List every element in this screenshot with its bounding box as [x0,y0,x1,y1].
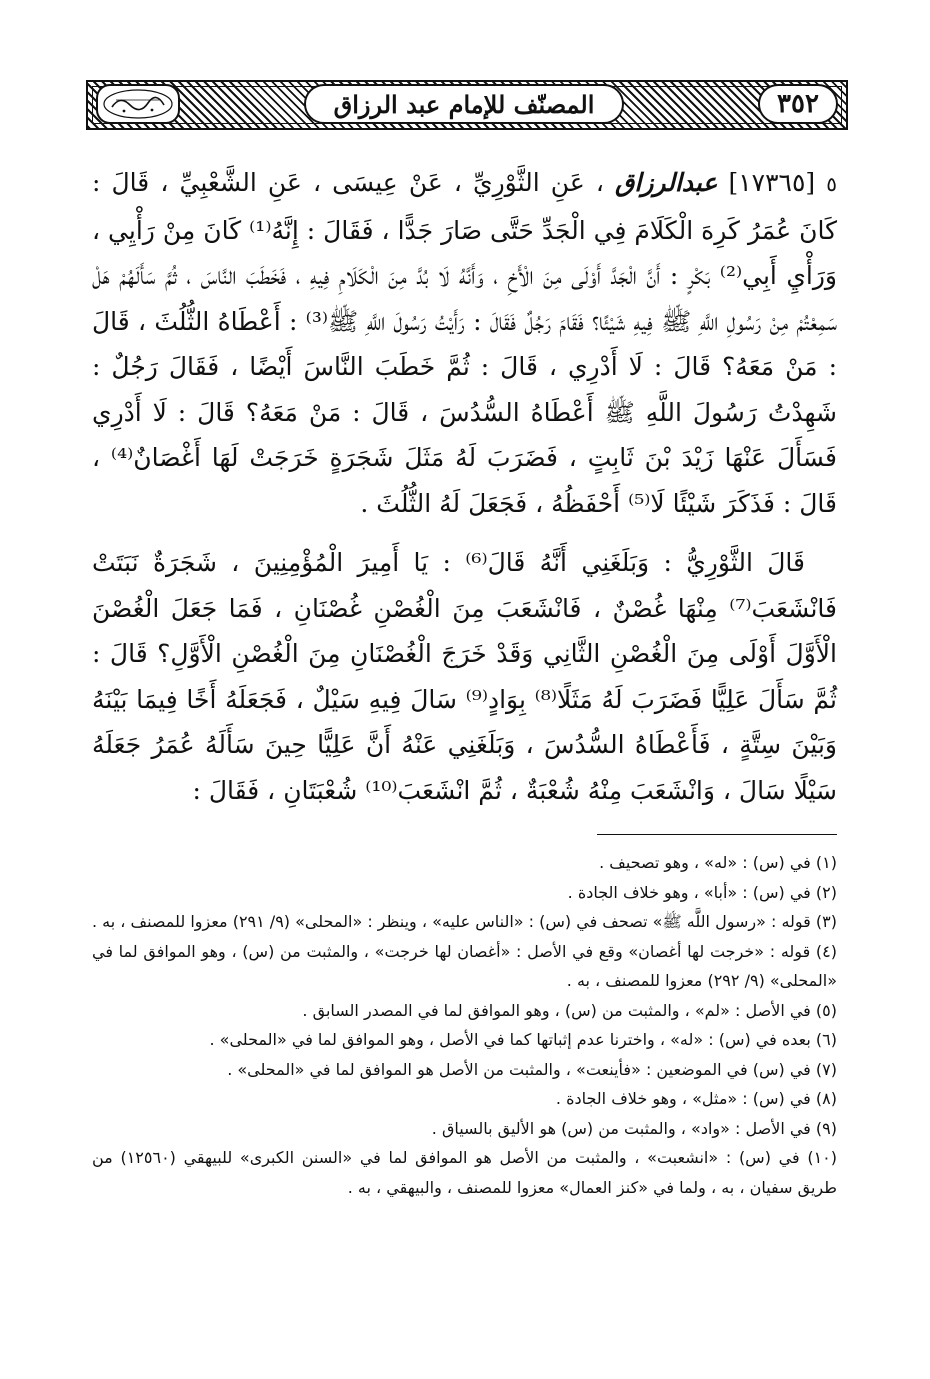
footnote-8: (٨) في (س) : «مثل» ، وهو خلاف الجادة . [555,1089,837,1108]
footnote-separator [597,834,837,835]
logo-calligraphy-icon [100,87,176,121]
hadith-body: ، عَنِ الثَّوْرِيِّ ، عَنْ عِيسَى ، عَنِ الشَّعْبِيِّ ، قَالَ : كَانَ عُمَرُ كَرِهَ الْكَلَامَ فِي الْجَدِّ حَتَّى صَارَ جَدًّا ، فَقَالَ : إِنَّهُ⁽¹⁾ كَانَ مِنْ رَأْيِي ، وَرَأْيِ أَبِي⁽²⁾ بَكْرٍ : أَنَّ الْجَدَّ أَوْلَى مِنَ الْأَخِ ، وَأَنَّهُ لَا بُدَّ مِنَ الْكَلَامِ فِيهِ ، فَخَطَبَ النَّاسَ ، ثُمَّ سَأَلَهُمْ هَلْ سَمِعْتُمْ مِنْ رَسُولِ اللَّهِ ﷺ فِيهِ شَيْئًا؟ فَقَامَ رَجُلٌ فَقَالَ : رَأَيْتُ رَسُولَ اللَّهِ ﷺ⁽³⁾ : أَعْطَاهُ الثُّلُثَ ، قَالَ : مَنْ مَعَهُ؟ قَالَ : لَا أَدْرِي ، قَالَ : ثُمَّ خَطَبَ النَّاسَ أَيْضًا ، فَقَالَ رَجُلٌ : شَهِدْتُ رَسُولَ اللَّهِ ﷺ أَعْطَاهُ السُّدُسَ ، قَالَ : مَنْ مَعَهُ؟ قَالَ : لَا أَدْرِي فَسَأَلَ عَنْهَا زَيْدَ بْنَ ثَابِتٍ ، فَضَرَبَ لَهُ مَثَلَ شَجَرَةٍ خَرَجَتْ لَهَا أَغْصَانٌ⁽⁴⁾ ، قَالَ : فَذَكَرَ شَيْئًا لَا⁽⁵⁾ أَحْفَظُهُ ، فَجَعَلَ لَهُ الثُّلُثَ . [92,168,837,518]
footnote-9: (٩) في الأصل : «واد» ، والمثبت من (س) هو الأليق بالسياق . [431,1118,837,1138]
hadith-marker: ٥ [826,172,838,196]
hadith-paragraph [92,160,837,526]
footnote-4: (٤) قوله : «خرجت لها أغصان» وقع في الأصل : «أغصان لها خرجت» ، والمثبت من (س) ، وهو الموافق لما في «المحلى» (٩/ ٢٩٢) معزوا للمصنف ، به . [92,941,837,990]
footnote-1: (١) في (س) : «له» ، وهو تصحيف . [599,853,837,872]
hadith-number: [١٧٣٦٥] [728,168,816,197]
page-header [86,80,848,130]
running-title-text: المصنّف للإمام عبد الرزاق [333,89,595,119]
footnote-7: (٧) في (س) في الموضعين : «فأينعت» ، والمثبت من الأصل هو الموافق لما في «المحلى» . [227,1059,837,1079]
page-number [758,84,838,124]
page-number-text: ٣٥٢ [777,89,819,119]
footnote-2: (٢) في (س) : «أبا» ، وهو خلاف الجادة . [567,882,837,902]
footnote-10: (١٠) في (س) : «انشعبت» ، والمثبت من الأصل هو الموافق لما في «السنن الكبرى» للبيهقي (١٢٥٦٠) من طريق سفيان ، به ، ولما في «كنز العمال» معزوا للمصنف ، والبيهقي ، به . [92,1148,838,1197]
main-text [92,160,837,813]
footnote-3: (٣) قوله : «رسول اللَّه ﷺ» تصحف في (س) : «الناس عليه» ، وينظر : «المحلى» (٩/ ٢٩١) معزوا للمصنف ، به . [92,912,837,931]
narrator-name: عبدالرزاق [615,168,718,197]
running-title [304,84,624,124]
publisher-logo [96,84,180,124]
footnote-6: (٦) بعده في (س) : «له» ، واخترنا عدم إثباتها كما في الأصل ، وهو الموافق لما في «المحلى» . [209,1030,837,1049]
commentary-paragraph: قَالَ الثَّوْرِيُّ : وَبَلَغَنِي أَنَّهُ قَالَ⁽⁶⁾ : يَا أَمِيرَ الْمُؤْمِنِينَ ، شَجَرَةٌ نَبَتَتْ فَانْشَعَبَ⁽⁷⁾ مِنْهَا غُصْنٌ ، فَانْشَعَبَ مِنَ الْغُصْنِ غُصْنَانِ ، فَمَا جَعَلَ الْغُصْنَ الْأَوَّلَ أَوْلَى مِنَ الْغُصْنِ الثَّانِي وَقَدْ خَرَجَ الْغُصْنَانِ مِنَ الْغُصْنِ الْأَوَّلِ؟ قَالَ : ثُمَّ سَأَلَ عَلِيًّا فَضَرَبَ لَهُ مَثَلًا⁽⁸⁾ بِوَادٍ⁽⁹⁾ سَالَ فِيهِ سَيْلٌ ، فَجَعَلَهُ أَخًا فِيمَا بَيْنَهُ وَبَيْنَ سِتَّةٍ ، فَأَعْطَاهُ السُّدُسَ ، وَبَلَغَنِي عَنْهُ أَنَّ عَلِيًّا حِينَ سَأَلَهُ عُمَرُ جَعَلَهُ سَيْلًا سَالَ ، وَانْشَعَبَ مِنْهُ شُعْبَةٌ ، ثُمَّ انْشَعَبَ⁽¹⁰⁾ شُعْبَتَانِ ، فَقَالَ : [92,548,838,805]
footnotes [92,848,837,1202]
footnote-5: (٥) في الأصل : «لم» ، والمثبت من (س) ، وهو الموافق لما في المصدر السابق . [302,1000,837,1020]
